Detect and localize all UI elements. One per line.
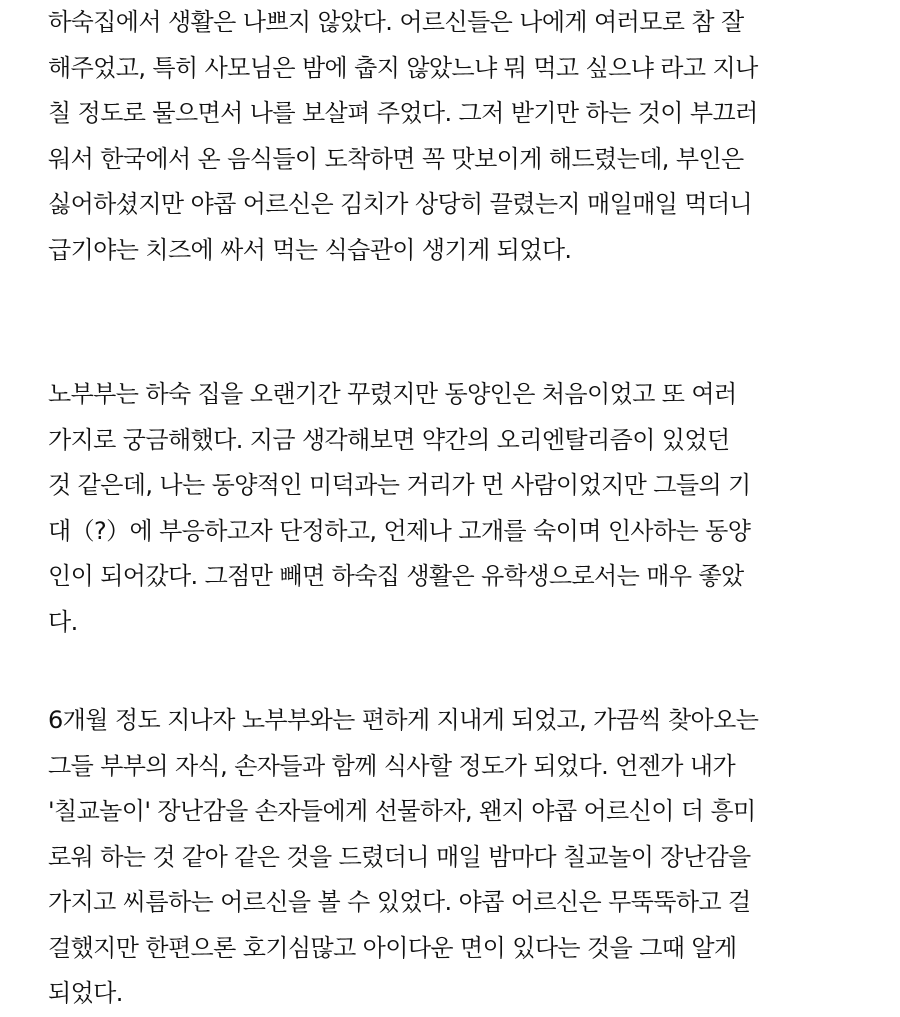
text-line: 하숙집에서 생활은 나쁘지 않았다. 어르신들은 나에게 여러모로 참 잘 [48, 8, 744, 36]
text-line: 그들 부부의 자식, 손자들과 함께 식사할 정도가 되었다. 언젠가 내가 [48, 751, 736, 780]
paragraph-3 [48, 698, 872, 1017]
text-line: 해주었고, 특히 사모님은 밤에 춥지 않았느냐 뭐 먹고 싶으냐 라고 지나 [48, 53, 758, 82]
text-line: 가지로 궁금해했다. 지금 생각해보면 약간의 오리엔탈리즘이 있었던 [48, 425, 730, 454]
text-line: 되었다. [48, 979, 123, 1007]
text-line: 6개월 정도 지나자 노부부와는 편하게 지내게 되었고, 가끔씩 찾아오는 [48, 706, 759, 734]
text-line: 노부부는 하숙 집을 오랜기간 꾸렸지만 동양인은 처음이었고 또 여러 [48, 380, 737, 408]
text-line: 대（?）에 부응하고자 단정하고, 언제나 고개를 숙이며 인사하는 동양 [48, 516, 751, 545]
text-line: 것 같은데, 나는 동양적인 미덕과는 거리가 먼 사람이었지만 그들의 기 [48, 471, 751, 499]
text-line: 가지고 씨름하는 어르신을 볼 수 있었다. 야콥 어르신은 무뚝뚝하고 걸 [48, 888, 751, 916]
text-line: 워서 한국에서 온 음식들이 도착하면 꼭 맛보이게 해드렸는데, 부인은 [48, 144, 744, 173]
text-line: 로워 하는 것 같아 같은 것을 드렸더니 매일 밤마다 칠교놀이 장난감을 [48, 842, 751, 871]
text-line: 다. [48, 607, 78, 636]
text-line: '칠교놀이' 장난감을 손자들에게 선물하자, 왠지 야콥 어르신이 더 흥미 [48, 797, 756, 825]
paragraph-2 [48, 372, 872, 645]
text-line: 걸했지만 한편으론 호기심많고 아이다운 면이 있다는 것을 그때 알게 [48, 933, 737, 962]
text-line: 칠 정도로 물으면서 나를 보살펴 주었다. 그저 받기만 하는 것이 부끄러 [48, 99, 758, 127]
text-line: 인이 되어갔다. 그점만 빼면 하숙집 생활은 유학생으로서는 매우 좋았 [48, 562, 744, 590]
text-line: 급기야는 치즈에 싸서 먹는 식습관이 생기게 되었다. [48, 235, 572, 264]
paragraph-1 [48, 0, 872, 273]
text-line: 싫어하셨지만 야콥 어르신은 김치가 상당히 끌렸는지 매일매일 먹더니 [48, 190, 753, 218]
